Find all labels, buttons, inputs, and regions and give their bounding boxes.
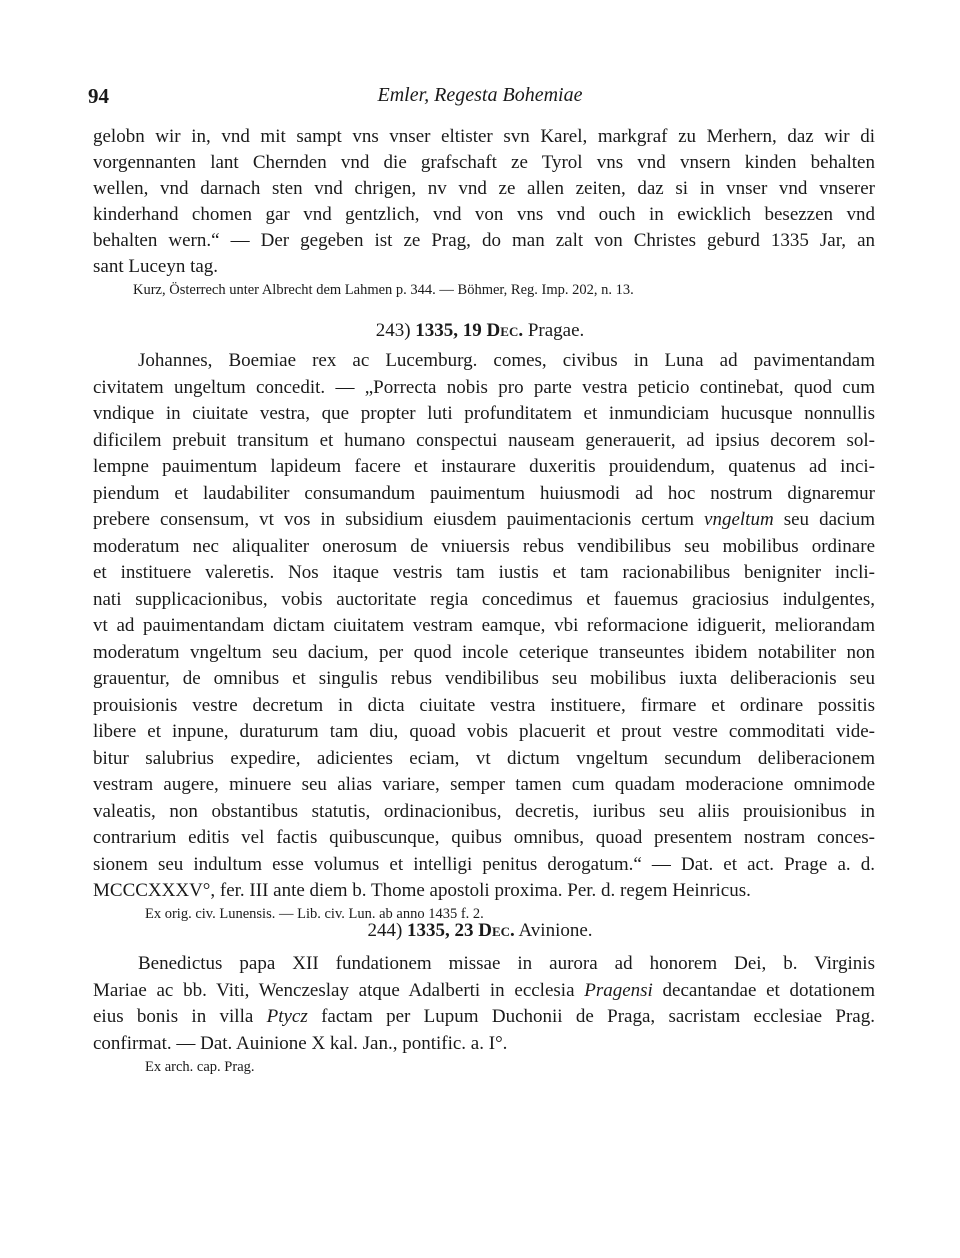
text-line: nati supplicacionibus, vobis auctoritate regia concedimus et fauemus graciosius indulgentes, — [93, 588, 875, 610]
text-line: moderatum vngeltum seu dacium, per quod incole ceterique transeuntes ibidem notabiliter non — [93, 641, 875, 663]
continuation-text — [93, 126, 875, 299]
source-reference: Kurz, Österrech unter Albrecht dem Lahmen p. 344. — Böhmer, Reg. Imp. 202, n. 13. — [133, 282, 634, 298]
entry-date: 1335, 19 — [415, 320, 482, 341]
text-line: valeatis, non obstantibus statutis, ordinacionibus, decretis, iuribus seu aliis prouisionibus in — [93, 800, 875, 822]
text-segment: Mariae ac bb. Viti, Wenczeslay atque Adalberti in ecclesia — [93, 979, 585, 1001]
text-line: confirmat. — Dat. Auinione X kal. Jan., pontific. a. I°. — [93, 1032, 508, 1054]
text-line: et instituere valeretis. Nos itaque vestris tam iustis et tam racionabilibus benigniter incli- — [93, 562, 875, 583]
text-line: behalten wern.“ — Der gegeben ist ze Prag, do man zalt von Christes geburd 1335 Jar, an — [93, 230, 875, 251]
entry-place: Pragae. — [527, 320, 585, 341]
italic-term: vngeltum — [704, 509, 774, 530]
entry-month: Dec. — [486, 320, 524, 341]
text-line: prouisionis vestre decretum in dicta ciuitate vestra instituere, firmare et ordinare possitis — [93, 694, 875, 716]
text-line: kinderhand chomen gar vnd gentzlich, vnd von vns vnd ouch in ewicklich besezzen vnd — [93, 204, 875, 225]
text-line: vt ad pauimentandam dictam ciuitatem vestram eamque, vbi reformacione idiguerit, meliorandam — [93, 615, 875, 636]
text-line: Johannes, Boemiae rex ac Lucemburg. comes, civibus in Luna ad pavimentandam — [138, 350, 875, 371]
text-line: dificilem prebuit transitum et humano conspectui nauseam generauerit, ad ipsius decorem sol- — [93, 429, 875, 451]
text-line: vndique in ciuitate vestra, que propter luti profunditatem et inmundiciam hucusque nonnullis — [93, 403, 875, 424]
text-segment: decantandae et dotationem — [652, 979, 876, 1001]
text-line — [93, 1006, 875, 1033]
entry-date: 1335, 23 — [407, 920, 474, 941]
text-segment: seu dacium — [773, 509, 875, 530]
text-line — [93, 509, 875, 536]
text-line: MCCCXXXV°, fer. III ante diem b. Thome apostoli proxima. Per. d. regem Heinricus. — [93, 880, 751, 901]
text-line: sionem seu indultum esse volumus et intelligi penitus derogatum.“ — Dat. et act. Prage a. d. — [93, 853, 875, 875]
text-line: moderatum nec aliqualiter onerosum de vniuersis rebus vendibilibus seu mobilibus ordinare — [93, 535, 875, 557]
text-line: libere et inpune, duraturum tam diu, quoad vobis placuerit et prout vestre commoditati vide- — [93, 721, 875, 742]
text-segment: eius bonis in villa — [93, 1006, 267, 1027]
text-line: lempne pauimentum lapideum facere et instaurare duxeritis prouidendum, quatenus ad inci- — [93, 456, 875, 477]
text-line — [93, 980, 875, 1007]
italic-term: Ptycz — [266, 1006, 308, 1027]
text-line: sant Luceyn tag. — [93, 256, 219, 277]
entry-number: 243) — [375, 320, 411, 341]
page-number: 94 — [88, 84, 109, 108]
entry-place: Avinione. — [518, 920, 593, 941]
text-line: bitur salubrius expedire, adicientes eciam, vt dictum vngeltum secundum deliberacionem — [93, 747, 875, 769]
text-line: gelobn wir in, vnd mit sampt vns vnser eltister svn Karel, markgraf zu Merhern, daz wir di — [93, 126, 875, 147]
source-reference: Ex arch. cap. Prag. — [145, 1058, 255, 1075]
entry-heading-243 — [0, 320, 960, 342]
text-segment: prebere consensum, vt vos in subsidium eiusdem pauimentacionis certum — [93, 509, 694, 530]
page-header — [88, 84, 872, 114]
source-reference: Ex orig. civ. Lunensis. — Lib. civ. Lun. ab anno 1435 f. 2. — [145, 906, 484, 922]
text-line: grauentur, de omnibus et singulis rebus vendibilibus seu mobilibus iuxta deliberacionis seu — [93, 668, 875, 689]
italic-term: Pragensi — [584, 979, 653, 1001]
text-line: wellen, vnd darnach sten vnd chrigen, nv vnd ze allen zeiten, daz si in vnser vnd vnserer — [93, 178, 875, 199]
entry-month: Dec. — [478, 920, 515, 941]
text-line: civitatem ungeltum concedit. — „Porrecta nobis pro parte vestra peticio continebat, quod cum — [93, 376, 875, 398]
entry-body-244 — [93, 953, 875, 1076]
text-line: contrarium editis vel factis quibuscunque, quibus omnibus, quoad presentem nostram conces- — [93, 827, 875, 848]
text-line: Benedictus papa XII fundationem missae in aurora ad honorem Dei, b. Virginis — [138, 953, 875, 974]
running-title: Emler, Regesta Bohemiae — [377, 84, 583, 106]
text-line: piendum et laudabiliter consumandum pauimentum huiusmodi ad hoc nostrum dignaremur — [93, 482, 875, 504]
text-segment: factam per Lupum Duchonii de Praga, sacristam ecclesiae Prag. — [307, 1006, 875, 1027]
entry-number: 244) — [367, 920, 403, 941]
entry-heading-244 — [0, 920, 960, 942]
text-line: vorgennanten lant Chernden vnd die grafschaft ze Tyrol vns vnd vnsern kinden behalten — [93, 152, 875, 173]
text-line: vestram augere, minuere seu alias variare, semper tamen cum quadam moderacione omnimode — [93, 774, 875, 795]
entry-body-243 — [93, 350, 875, 923]
